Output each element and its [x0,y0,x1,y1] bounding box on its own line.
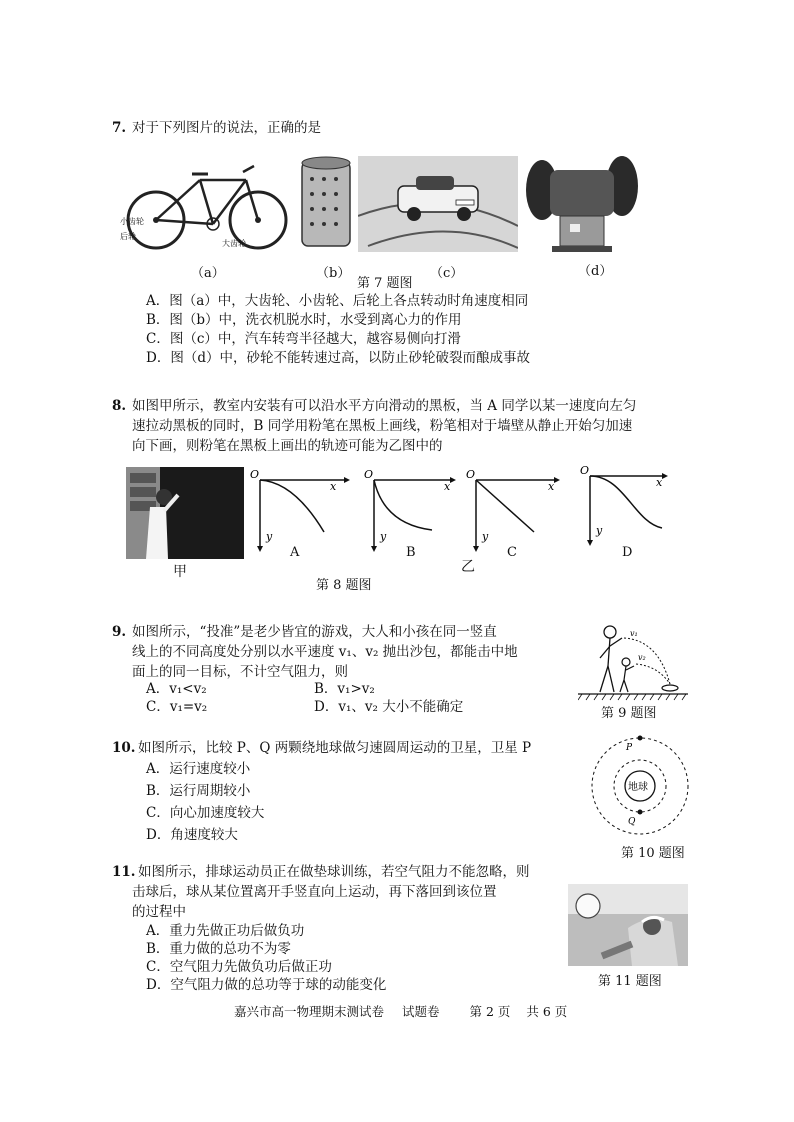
q7-caption: 第 7 题图 [357,276,413,291]
sat-q-label: Q [628,817,636,827]
graph-b-origin: O [364,468,374,481]
graph-label-d: D [622,545,633,560]
q11-stem-line-3: 的过程中 [132,904,186,920]
q10-number: 10. [112,740,136,756]
q10-option-d: D．角速度较大 [146,827,238,843]
q8-stem-line-2: 速拉动黑板的同时，B 同学用粉笔在黑板上画线，粉笔相对于墙壁从静止开始匀加速 [132,418,633,434]
bicycle-image [118,152,296,254]
v1-label: v₁ [630,629,638,638]
q9-caption: 第 9 题图 [601,706,657,721]
graph-a-y-label: y [266,530,273,543]
q11-option-c: C．空气阻力先做负功后做正功 [146,959,332,975]
q10-stem: 如图所示，比较 P、Q 两颗绕地球做匀速圆周运动的卫星，卫星 P [138,740,532,756]
group-label-yi: 乙 [461,559,475,575]
q7-option-d: D．图（d）中，砂轮不能转速过高，以防止砂轮破裂而酿成事故 [146,350,530,366]
earth-label: 地球 [628,782,648,793]
car-turning-image [358,156,518,252]
q9-number: 9. [112,624,127,640]
throwing-figure [578,622,688,702]
graph-label-a: A [290,545,300,560]
q7-option-a: A．图（a）中，大齿轮、小齿轮、后轮上各点转动时角速度相同 [146,293,529,309]
rear-wheel-label: 后轮 [120,232,136,241]
q7-option-b: B．图（b）中，洗衣机脱水时，水受到离心力的作用 [146,312,462,328]
q8-number: 8. [112,398,127,414]
graph-d [580,464,668,546]
graph-c-x-label: x [548,480,555,493]
washing-drum-image [300,154,352,252]
graph-a-origin: O [250,468,260,481]
graph-d-y-label: y [596,524,603,537]
footer-kind: 试题卷 [401,1004,440,1019]
graph-b-y-label: y [380,530,387,543]
q10-option-b: B．运行周期较小 [146,783,251,799]
footer-title: 嘉兴市高一物理期末测试卷 [234,1004,385,1019]
q7-stem: 对于下列图片的说法，正确的是 [132,120,321,136]
q7-number: 7. [112,120,127,136]
photo-label-jia: 甲 [173,564,187,580]
grinder-image [522,152,642,256]
q8-stem-line-1: 如图甲所示，教室内安装有可以沿水平方向滑动的黑板，当 A 同学以某一速度向左匀 [132,398,637,414]
graph-b-x-label: x [444,480,451,493]
page-footer [234,1002,567,1020]
graph-label-b: B [406,545,416,560]
graph-a [250,468,350,552]
q9-stem-line-3: 面上的同一目标，不计空气阻力，则 [132,664,348,680]
q8-stem-line-3: 向下画，则粉笔在黑板上画出的轨迹可能为乙图中的 [132,438,443,454]
small-gear-label: 小齿轮 [120,217,144,226]
graph-d-x-label: x [656,476,663,489]
image-label-a: （a） [191,266,225,281]
image-label-d: （d） [578,264,613,279]
image-label-b: （b） [316,266,351,281]
q11-option-b: B．重力做的总功不为零 [146,941,291,957]
q10-caption: 第 10 题图 [621,846,685,861]
q9-stem-line-2: 线上的不同高度处分别以水平速度 v₁、v₂ 抛出沙包，都能击中地 [132,644,518,660]
footer-page: 第 2 页 [469,1004,511,1019]
sat-p-label: P [626,743,633,753]
q10-option-c: C．向心加速度较大 [146,805,265,821]
v2-label: v₂ [638,653,646,662]
graph-c-origin: O [466,468,476,481]
big-gear-label: 大齿轮 [222,239,246,248]
q8-caption: 第 8 题图 [316,578,372,593]
footer-total: 共 6 页 [526,1004,568,1019]
image-label-c: （c） [430,266,464,281]
q9-option-d: D．v₁、v₂ 大小不能确定 [314,699,464,715]
q11-stem-line-2: 击球后，球从某位置离开手竖直向上运动，再下落回到该位置 [132,884,497,900]
graph-label-c: C [507,545,517,560]
q11-caption: 第 11 题图 [598,974,662,989]
q9-option-b: B．v₁>v₂ [314,681,375,697]
q11-number: 11. [112,864,136,880]
graph-a-x-label: x [330,480,337,493]
q10-option-a: A．运行速度较小 [146,761,251,777]
graph-c-y-label: y [482,530,489,543]
satellite-orbit-figure [584,734,696,838]
q9-option-a: A．v₁<v₂ [146,681,207,697]
q11-option-d: D．空气阻力做的总功等于球的动能变化 [146,977,387,993]
q11-option-a: A．重力先做正功后做负功 [146,923,305,939]
volleyball-photo [568,884,688,966]
trajectory-graphs [244,462,684,558]
graph-d-origin: O [580,464,590,477]
q11-stem-line-1: 如图所示，排球运动员正在做垫球训练，若空气阻力不能忽略，则 [138,864,530,880]
q9-stem-line-1: 如图所示，“投准”是老少皆宜的游戏，大人和小孩在同一竖直 [132,624,497,640]
graph-c [466,468,560,552]
q9-option-c: C．v₁=v₂ [146,699,208,715]
q7-option-c: C．图（c）中，汽车转弯半径越大，越容易侧向打滑 [146,331,461,347]
blackboard-photo [126,467,244,559]
graph-b [364,468,456,552]
